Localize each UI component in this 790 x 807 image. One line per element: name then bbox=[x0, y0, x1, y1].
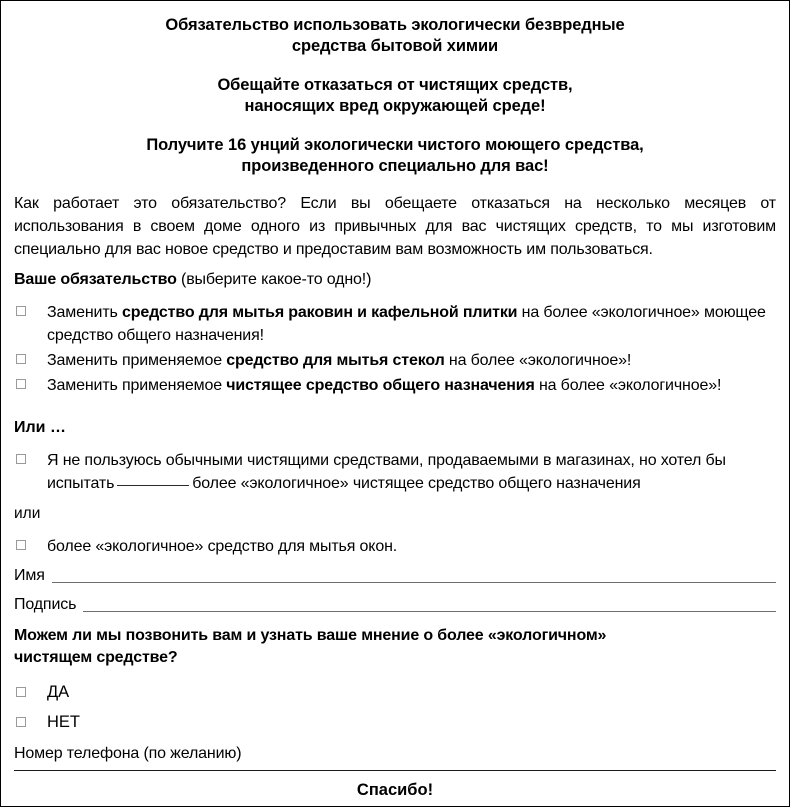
or-secondary-label: или bbox=[14, 505, 41, 522]
checkbox-icon[interactable] bbox=[16, 454, 26, 464]
yes-no-list bbox=[14, 677, 776, 737]
document-title-line-1: Обязательство использовать экологически безвредные bbox=[165, 16, 625, 34]
footer-divider bbox=[14, 770, 776, 771]
document-title-line-2: средства бытовой химии bbox=[291, 37, 499, 55]
document-footer bbox=[14, 770, 776, 800]
checkbox-icon[interactable] bbox=[16, 687, 26, 697]
commitment-option-3[interactable] bbox=[14, 374, 776, 397]
checkbox-icon[interactable] bbox=[16, 540, 26, 550]
promise-heading-line-1: Обещайте отказаться от чистящих средств, bbox=[217, 76, 573, 94]
offer-heading bbox=[14, 135, 776, 177]
document-body bbox=[1, 1, 789, 765]
commitment-heading-note: (выберите какое-то одно!) bbox=[176, 271, 372, 288]
commitment-option-2-text: Заменить применяемое средство для мытья стекол на более «экологичное»! bbox=[47, 352, 632, 369]
commitment-option-2[interactable] bbox=[14, 349, 776, 372]
name-field-rule[interactable] bbox=[52, 582, 776, 583]
or-options-list bbox=[14, 449, 776, 495]
yes-option[interactable] bbox=[14, 677, 776, 707]
commitment-heading bbox=[14, 268, 776, 291]
callback-question-line-1: Можем ли мы позвонить вам и узнать ваше мнение о более «экологичном» bbox=[14, 627, 607, 644]
window-option-list bbox=[14, 535, 776, 558]
commitment-option-1[interactable] bbox=[14, 301, 776, 347]
phone-label: Номер телефона (по желанию) bbox=[14, 745, 242, 762]
intro-paragraph: Как работает это обязательство? Если вы обещаете отказаться на несколько месяцев от использования в своем доме одного из привычных для вас чистящих средств, то мы изготовим специально для вас новое средство и предоставим вам возможность им пользоваться. bbox=[14, 195, 776, 258]
callback-question-line-2: чистящем средстве? bbox=[14, 649, 178, 666]
checkbox-icon[interactable] bbox=[16, 306, 26, 316]
checkbox-icon[interactable] bbox=[16, 717, 26, 727]
signature-field-label: Подпись bbox=[14, 596, 77, 613]
signature-field[interactable] bbox=[14, 594, 776, 616]
yes-option-label: ДА bbox=[47, 683, 70, 701]
commitment-option-3-text: Заменить применяемое чистящее средство общего назначения на более «экологичное»! bbox=[47, 377, 722, 394]
no-option-label: НЕТ bbox=[47, 713, 80, 731]
commitment-option-1-text: Заменить средство для мытья раковин и кафельной плитки на более «экологичное» моющее средство общего назначения! bbox=[47, 304, 766, 344]
callback-question bbox=[14, 625, 776, 669]
window-option[interactable] bbox=[14, 535, 776, 558]
or-option-text: Я не пользуюсь обычными чистящими средствами, продаваемыми в магазинах, но хотел бы испытать более «экологичное» чистящее средство общего назначения bbox=[47, 452, 726, 492]
promise-heading-line-2: наносящих вред окружающей среде! bbox=[244, 97, 546, 115]
commitment-options-list bbox=[14, 301, 776, 397]
document-title bbox=[14, 15, 776, 57]
commitment-heading-bold: Ваше обязательство bbox=[14, 271, 177, 288]
fill-in-blank[interactable] bbox=[117, 485, 189, 486]
name-field-label: Имя bbox=[14, 567, 45, 584]
or-heading: Или … bbox=[14, 419, 66, 436]
checkbox-icon[interactable] bbox=[16, 354, 26, 364]
footer-thanks-text: Спасибо! bbox=[356, 781, 434, 799]
offer-heading-line-1: Получите 16 унций экологически чистого моющего средства, bbox=[146, 136, 644, 154]
promise-heading bbox=[14, 75, 776, 117]
offer-heading-line-2: произведенного специально для вас! bbox=[241, 157, 549, 175]
window-option-text: более «экологичное» средство для мытья окон. bbox=[47, 538, 398, 555]
checkbox-icon[interactable] bbox=[16, 379, 26, 389]
or-option[interactable] bbox=[14, 449, 776, 495]
name-field[interactable] bbox=[14, 565, 776, 587]
signature-field-rule[interactable] bbox=[83, 611, 776, 612]
no-option[interactable] bbox=[14, 707, 776, 737]
